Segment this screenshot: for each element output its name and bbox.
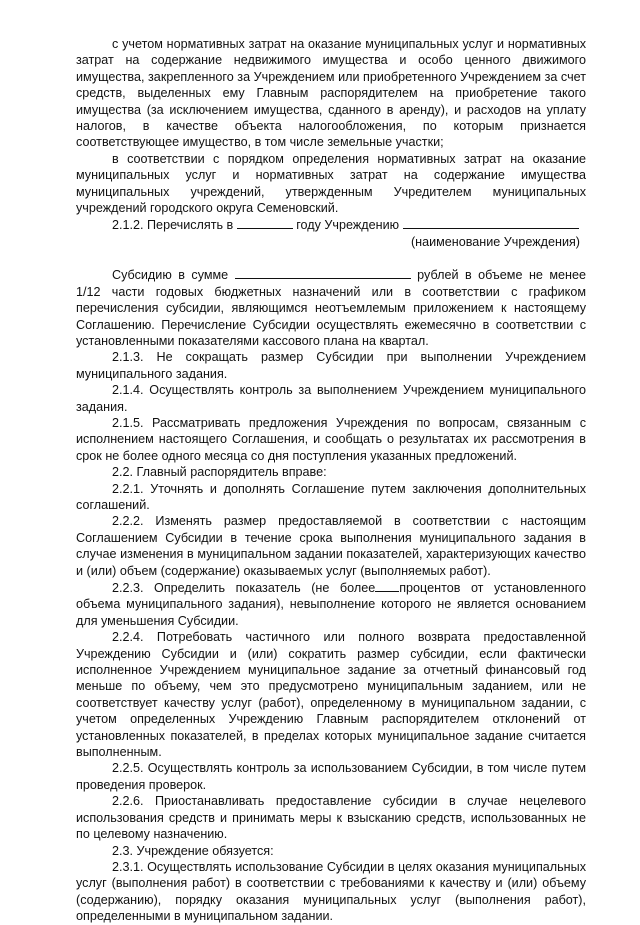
- paragraph-2: в соответствии с порядком определения нормативных затрат на оказание муниципальных услуг и нормативных затрат на содержание имущества муниципальных учреждений, утвержденным Учредителем муниципальных учреждений городского округа Семеновский.: [76, 151, 586, 216]
- paragraph-subsidy: [76, 266, 586, 349]
- document-page: [76, 36, 586, 925]
- paragraph-2-1-5: 2.1.5. Рассматривать предложения Учреждения по вопросам, связанным с исполнением настоящего Соглашения, и сообщать о результатах их рассмотрения в срок не более одного месяца со дня поступления указанных предложений.: [76, 415, 586, 463]
- clause-2-2-3-text: 2.2.3. Определить показатель (не более: [112, 581, 376, 595]
- paragraph-1: с учетом нормативных затрат на оказание муниципальных услуг и нормативных затрат на содержание недвижимого имущества и особо ценного движимого имущества, закрепленного за Учреждением или приобретенного Учреждением за счет средств, выделенных ему Главным распорядителем на приобретение такого имущества (за исключением имущества, сданного в аренду), и расходов на уплату налогов, в качестве объекта налогообложения, по которым признается соответствующее имущество, в том числе земельные участки;: [76, 37, 586, 150]
- paragraph-2-1-2: [76, 216, 586, 233]
- subsidy-text-2: рублей в объеме не менее 1/12 части годовых бюджетных назначений или в соответствии с графиком перечисления субсидии, являющимся неотъемлемым приложением к настоящему Соглашению. Перечисление Субсидии осуществлять ежемесячно в соответствии с установленными показателями кассового плана на квартал.: [76, 268, 587, 348]
- clause-2-1-2-text-2: году Учреждению: [296, 218, 400, 233]
- paragraph-2-2-4: 2.2.4. Потребовать частичного или полного возврата предоставленной Учреждению Субсидии и (или) сократить размер субсидии, если фактически исполненное Учреждением муниципальное задание за отчетный финансовый год меньше по объему, чем это предусмотрено муниципальным заданием, или не соответствует качеству услуг (работ), определенному в муниципальном задании, с учетом определенных Учреждению Главным распорядителем отклонений от установленных показателей, в пределах которых муниципальное задание считается выполненным.: [76, 630, 586, 760]
- subsidy-amount-blank: [235, 266, 411, 279]
- paragraph-2-2-3: [76, 579, 586, 629]
- subsidy-text: Субсидию в сумме: [112, 268, 229, 283]
- paragraph-2-1-4: 2.1.4. Осуществлять контроль за выполнением Учреждением муниципального задания.: [76, 383, 586, 414]
- paragraph-2-2-1: 2.2.1. Уточнять и дополнять Соглашение путем заключения дополнительных соглашений.: [76, 481, 586, 512]
- institution-name-blank: [403, 216, 579, 229]
- percent-blank: [375, 579, 399, 592]
- spacer: [76, 250, 586, 266]
- paragraph-2-2-2: 2.2.2. Изменять размер предоставляемой в соответствии с настоящим Соглашением Субсидии в течение срока выполнения муниципального задания в случае изменения в муниципальном задании показателей, характеризующих качество и (или) объем (содержание) оказываемых услуг (выполняемых работ).: [76, 514, 586, 578]
- clause-2-1-2-text: 2.1.2. Перечислять в: [112, 218, 234, 233]
- clause-2-2-3-text-2: процентов от установленного объема муниципального задания), невыполнение которого не является основанием для уменьшения Субсидии.: [76, 581, 587, 628]
- paragraph-2-2-6: 2.2.6. Приостанавливать предоставление субсидии в случае нецелевого использования средств и принимать меры к взысканию средств, использованных не по целевому назначению.: [76, 794, 586, 842]
- paragraph-2-2-5: 2.2.5. Осуществлять контроль за использованием Субсидии, в том числе путем проведения проверок.: [76, 761, 586, 792]
- paragraph-2-2: 2.2. Главный распорядитель вправе:: [112, 465, 327, 480]
- year-blank: [237, 216, 293, 229]
- institution-name-caption: (наименование Учреждения): [410, 234, 580, 249]
- paragraph-2-1-3: 2.1.3. Не сокращать размер Субсидии при выполнении Учреждением муниципального задания.: [76, 350, 586, 381]
- paragraph-2-3: 2.3. Учреждение обязуется:: [112, 843, 274, 858]
- paragraph-2-3-1: 2.3.1. Осуществлять использование Субсидии в целях оказания муниципальных услуг (выполнения работ) в соответствии с требованиями к качеству и (или) объему (содержанию), порядку оказания муниципальных услуг (выполнения работ), определенными в муниципальном задании.: [76, 859, 586, 924]
